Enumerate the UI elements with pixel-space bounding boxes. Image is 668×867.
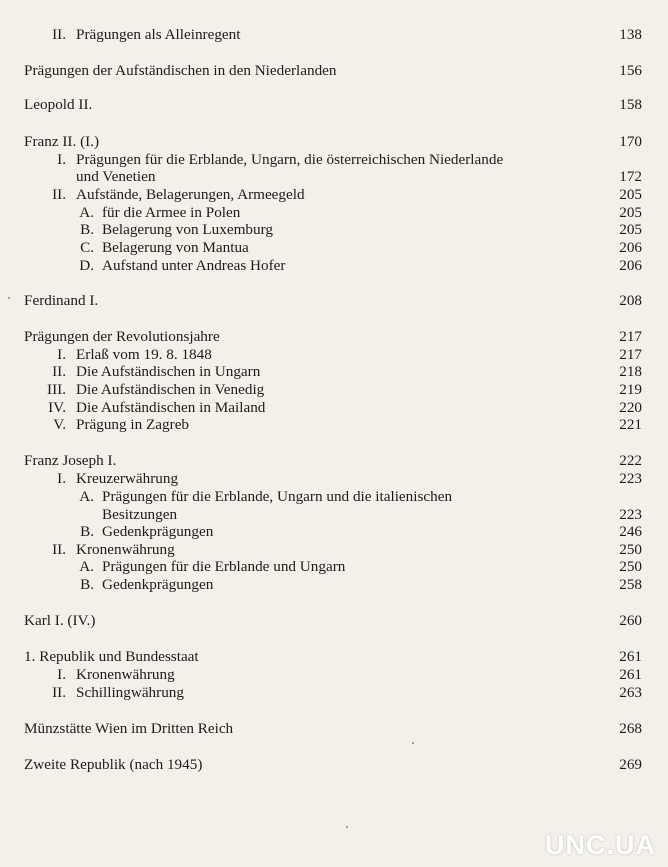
toc-number: III. [47, 381, 66, 398]
scan-speck [8, 297, 10, 299]
toc-page-number: 258 [619, 576, 642, 593]
toc-entry-text: Kreuzerwährung [76, 470, 179, 487]
toc-number: V. [53, 416, 66, 433]
toc-page-number: 261 [619, 648, 642, 665]
toc-entry-text: für die Armee in Polen [102, 204, 241, 221]
toc-number: I. [57, 151, 66, 168]
toc-page-number: 268 [619, 720, 642, 737]
toc-number: IV. [48, 399, 66, 416]
toc-page-number: 206 [619, 239, 642, 256]
watermark-logo: UNC.UA [545, 830, 656, 860]
toc-entry-text: Prägung in Zagreb [76, 416, 190, 433]
toc-section-title: Münzstätte Wien im Dritten Reich [24, 720, 234, 737]
toc-number: I. [57, 666, 66, 683]
toc-page-number: 158 [619, 96, 642, 113]
toc-number: II. [52, 684, 66, 701]
toc-page-number: 217 [619, 346, 642, 363]
toc-section-title: Prägungen der Aufständischen in den Niederlanden [24, 62, 337, 79]
toc-page-number: 217 [619, 328, 642, 345]
toc-page-number: 223 [619, 506, 642, 523]
toc-entry-text: Gedenkprägungen [102, 576, 214, 593]
toc-page-number: 246 [619, 523, 642, 540]
toc-entry-text: Aufstände, Belagerungen, Armeegeld [76, 186, 305, 203]
toc-section-title: Ferdinand I. [24, 292, 99, 309]
toc-section-title: Prägungen der Revolutionsjahre [24, 328, 220, 345]
toc-entry-text: Die Aufständischen in Ungarn [76, 363, 261, 380]
toc-page-number: 250 [619, 541, 642, 558]
toc-letter: B. [80, 221, 94, 238]
toc-entry-text: Prägungen für die Erblande und Ungarn [102, 558, 346, 575]
toc-letter: C. [80, 239, 94, 256]
toc-page-number: 156 [619, 62, 642, 79]
toc-page-number: 263 [619, 684, 642, 701]
toc-letter: B. [80, 576, 94, 593]
toc-entry-text: Belagerung von Mantua [102, 239, 249, 256]
toc-number: I. [57, 470, 66, 487]
toc-page-number: 269 [619, 756, 642, 773]
toc-letter: D. [79, 257, 94, 274]
toc-number: II. [52, 363, 66, 380]
toc-letter: A. [79, 558, 94, 575]
toc-page-number: 170 [619, 133, 642, 150]
toc-page-number: 138 [619, 26, 642, 43]
toc-section-title: Leopold II. [24, 96, 93, 113]
toc-entry-text: Kronenwährung [76, 666, 175, 683]
toc-entry-text: Prägungen als Alleinregent [76, 26, 241, 43]
toc-page-number: 205 [619, 204, 642, 221]
toc-letter: A. [79, 204, 94, 221]
toc-page-number: 205 [619, 186, 642, 203]
toc-entry-text: Gedenkprägungen [102, 523, 214, 540]
toc-entry-text: Schillingwährung [76, 684, 184, 701]
toc-page-number: 172 [619, 168, 642, 185]
toc-page-number: 222 [619, 452, 642, 469]
toc-page-number: 250 [619, 558, 642, 575]
toc-entry-text: Kronenwährung [76, 541, 175, 558]
toc-entry-text: Prägungen für die Erblande, Ungarn und die italienischen [102, 488, 453, 505]
toc-page-number: 205 [619, 221, 642, 238]
toc-page-number: 261 [619, 666, 642, 683]
toc-page-number: 219 [619, 381, 642, 398]
toc-page-number: 218 [619, 363, 642, 380]
toc-entry-text: Die Aufständischen in Mailand [76, 399, 266, 416]
toc-section-title: Zweite Republik (nach 1945) [24, 756, 203, 773]
toc-number: II. [52, 541, 66, 558]
toc-page-number: 221 [619, 416, 642, 433]
toc-section-title: Franz Joseph I. [24, 452, 117, 469]
toc-entry-text: Aufstand unter Andreas Hofer [102, 257, 286, 274]
toc-number: II. [52, 186, 66, 203]
toc-page-number: 223 [619, 470, 642, 487]
toc-page-number: 260 [619, 612, 642, 629]
toc-entry-text: Prägungen für die Erblande, Ungarn, die österreichischen Niederlande [76, 151, 504, 168]
toc-entry-text-cont: und Venetien [76, 168, 156, 185]
toc-entry-text-cont: Besitzungen [102, 506, 178, 523]
scan-speck [346, 826, 348, 828]
toc-entry-text: Belagerung von Luxemburg [102, 221, 273, 238]
toc-section-title: Franz II. (I.) [24, 133, 100, 150]
toc-entry-text: Erlaß vom 19. 8. 1848 [76, 346, 212, 363]
toc-letter: A. [79, 488, 94, 505]
toc-section-title: Karl I. (IV.) [24, 612, 96, 629]
toc-number: II. [52, 26, 66, 43]
scan-speck [412, 742, 414, 744]
toc-number: I. [57, 346, 66, 363]
toc-page-number: 220 [619, 399, 642, 416]
toc-page-number: 206 [619, 257, 642, 274]
toc-page-number: 208 [619, 292, 642, 309]
toc-section-title: 1. Republik und Bundesstaat [24, 648, 199, 665]
toc-letter: B. [80, 523, 94, 540]
toc-entry-text: Die Aufständischen in Venedig [76, 381, 265, 398]
